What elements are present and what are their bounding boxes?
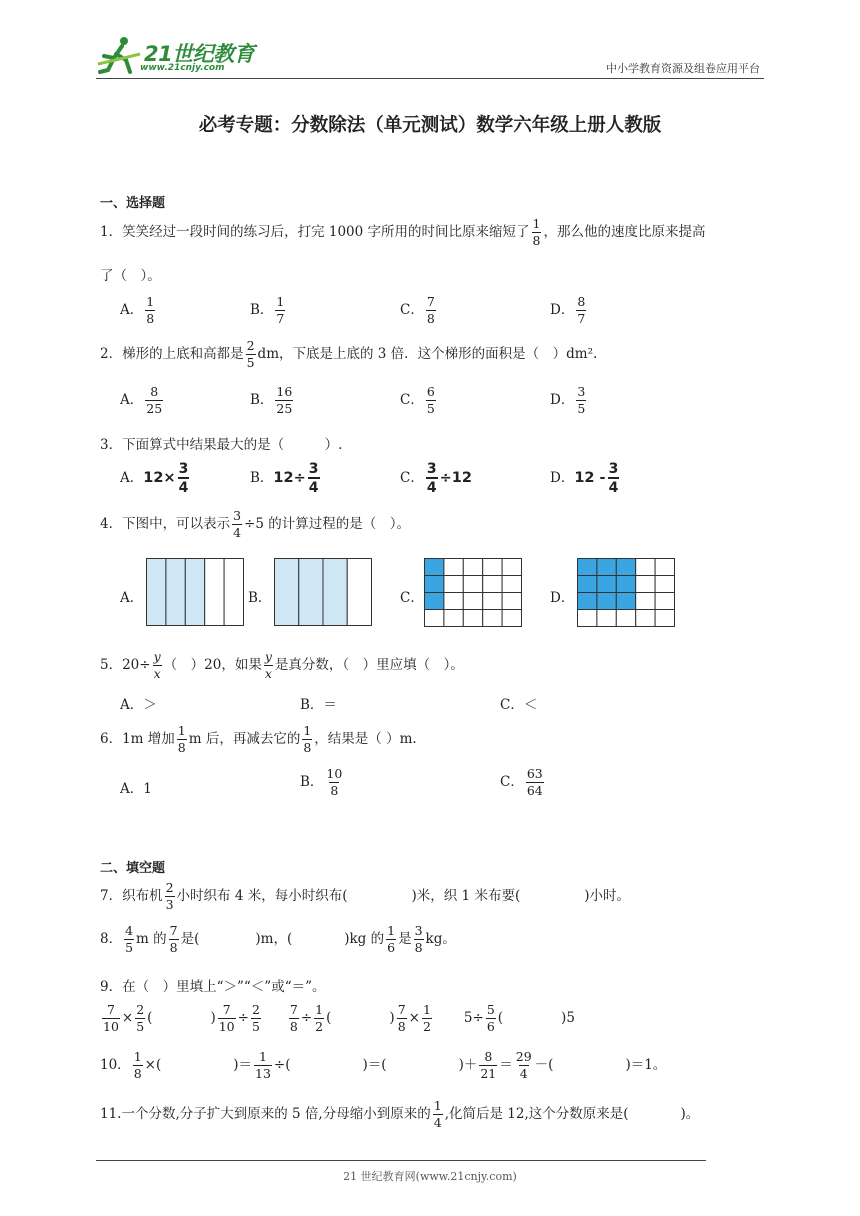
numerator: 3 <box>608 461 619 477</box>
question-6 <box>100 725 417 754</box>
denominator: 4 <box>426 477 438 495</box>
expr-post: ÷12 <box>439 470 472 486</box>
paren-close: )5 <box>561 1010 575 1026</box>
numerator: 7 <box>289 1002 298 1017</box>
numerator: 2 <box>251 1002 260 1017</box>
q10-text-b: ×( <box>144 1057 162 1073</box>
site-logo <box>96 34 266 78</box>
q6-fraction-2 <box>302 725 312 754</box>
question-8 <box>100 925 456 954</box>
q5-option-a[interactable] <box>120 693 157 713</box>
q5-text-a: 5．20÷ <box>100 657 151 673</box>
question-10 <box>100 1051 666 1080</box>
denominator: 4 <box>308 477 320 495</box>
denominator: 8 <box>146 310 155 326</box>
numerator: 3 <box>308 461 319 477</box>
q10-text-f: )＋ <box>458 1057 478 1073</box>
numerator: 7 <box>169 923 178 938</box>
q2-text-a: 2．梯形的上底和高都是 <box>100 346 244 362</box>
denominator: 10 <box>218 1018 235 1034</box>
q10-text-a: 10． <box>100 1057 131 1073</box>
numerator: 1 <box>177 723 186 738</box>
q8-fraction-2 <box>169 925 179 954</box>
question-3: 3．下面算式中结果最大的是（ ）. <box>100 437 343 453</box>
runner-logo-icon <box>96 34 142 78</box>
numerator: 8 <box>577 294 586 309</box>
q6-fraction-1 <box>177 725 187 754</box>
option-label: B． <box>250 470 274 486</box>
operator: ÷ <box>237 1010 249 1026</box>
q11-text-a: 11.一个分数,分子扩大到原来的 5 倍,分母缩小到原来的 <box>100 1106 431 1122</box>
denominator: 8 <box>397 1018 406 1034</box>
grid-cell <box>463 593 482 610</box>
option-label: D． <box>550 302 575 318</box>
numerator: 1 <box>303 723 312 738</box>
denominator: 5 <box>125 939 134 955</box>
numerator: 1 <box>133 1049 142 1064</box>
q1-fraction <box>532 218 542 247</box>
expr-pre: 12× <box>143 470 176 486</box>
grid-cell <box>444 576 463 593</box>
q4-label-c[interactable]: C． <box>400 590 424 606</box>
expr-pre: 5÷ <box>463 1010 484 1026</box>
grid-cell <box>636 610 655 627</box>
question-2 <box>100 340 597 369</box>
q6-option-b[interactable] <box>300 768 345 797</box>
q5-option-c[interactable] <box>500 693 537 713</box>
denominator: 5 <box>426 400 435 416</box>
denominator: 2 <box>315 1018 324 1034</box>
q2-option-b[interactable] <box>250 386 295 415</box>
denominator: 5 <box>136 1018 145 1034</box>
denominator: 4 <box>519 1065 528 1081</box>
denominator: 5 <box>251 1018 260 1034</box>
q2-text-b: dm，下底是上底的 3 倍．这个梯形的面积是（ ）dm². <box>257 346 598 362</box>
question-9: 9．在（ ）里填上“＞”“＜”或“＝”。 <box>100 979 326 995</box>
q4-label-b[interactable]: B． <box>248 590 272 606</box>
q2-option-d[interactable] <box>550 386 588 415</box>
numerator: 8 <box>150 384 159 399</box>
q7-text-a: 7．织布机 <box>100 888 163 904</box>
q8-text-g: kg。 <box>425 931 456 947</box>
grid-cell <box>502 593 521 610</box>
option-value: ＞ <box>143 697 157 713</box>
q1-text-a: 1．笑笑经过一段时间的练习后，打完 1000 字所用的时间比原来缩短了 <box>100 224 530 240</box>
numerator: 7 <box>397 1002 406 1017</box>
numerator: 2 <box>136 1002 145 1017</box>
denominator: 3 <box>165 896 174 912</box>
denominator: 6 <box>387 939 396 955</box>
question-4 <box>100 510 410 539</box>
grid-cell <box>425 610 444 627</box>
q10-text-g: ＝ <box>499 1057 513 1073</box>
numerator: 1 <box>315 1002 324 1017</box>
question-5 <box>100 651 464 680</box>
numerator: 6 <box>426 384 435 399</box>
q5-option-b[interactable] <box>300 693 337 713</box>
q9-expressions <box>100 1004 575 1033</box>
q3-option-a[interactable] <box>120 462 191 495</box>
denominator: 64 <box>526 782 543 798</box>
page-footer: 21 世纪教育网(www.21cnjy.com) <box>343 1170 517 1183</box>
q4-text-b: ÷5 的计算过程的是（ ）。 <box>244 516 410 532</box>
page-title: 必考专题：分数除法（单元测试）数学六年级上册人教版 <box>198 115 662 136</box>
option-label: A． <box>120 392 144 408</box>
q8-fraction-4 <box>414 925 424 954</box>
option-value: 1 <box>143 781 152 797</box>
numerator: 1 <box>258 1049 267 1064</box>
q4-label-a[interactable]: A． <box>120 590 144 606</box>
denominator: 8 <box>133 1065 142 1081</box>
q8-text-a: 8． <box>100 931 123 947</box>
question-7 <box>100 882 630 911</box>
q7-text-d: )小时。 <box>584 888 630 904</box>
grid-cell <box>425 593 444 610</box>
q1-text-b: ，那么他的速度比原来提高 <box>543 224 706 240</box>
option-label: C． <box>500 697 524 713</box>
grid-cell <box>616 593 635 610</box>
q8-text-f: 是 <box>398 931 412 947</box>
numerator: 1 <box>146 294 155 309</box>
q3-option-d[interactable] <box>550 462 621 495</box>
denominator: 7 <box>276 310 285 326</box>
q3-option-b[interactable] <box>250 462 322 495</box>
q7-fraction <box>165 882 175 911</box>
q1-option-c[interactable] <box>400 296 438 325</box>
option-label: D． <box>550 470 575 486</box>
denominator: 8 <box>289 1018 298 1034</box>
q8-fraction-3 <box>386 925 396 954</box>
numerator: 1 <box>276 294 285 309</box>
q8-text-c: 是( <box>180 931 200 947</box>
numerator: 16 <box>276 384 293 399</box>
q4-figure-c[interactable] <box>424 558 522 628</box>
q5-text-b: （ ）20，如果 <box>163 657 262 673</box>
grid-cell <box>483 593 502 610</box>
option-label: A． <box>120 470 144 486</box>
denominator: 5 <box>246 354 255 370</box>
grid-cell <box>578 559 597 576</box>
header-divider <box>96 78 764 79</box>
question-11 <box>100 1100 699 1129</box>
q6-option-c[interactable] <box>500 768 546 797</box>
grid-cell <box>502 576 521 593</box>
numerator: 4 <box>125 923 134 938</box>
q8-fraction-1 <box>124 925 134 954</box>
grid-cell <box>597 559 616 576</box>
operator: × <box>408 1010 420 1026</box>
numerator: 29 <box>515 1049 532 1064</box>
numerator: 7 <box>106 1002 115 1017</box>
option-label: A． <box>120 697 144 713</box>
q11-text-c: )。 <box>680 1106 700 1122</box>
denominator: 13 <box>255 1065 271 1081</box>
grid-cell <box>636 576 655 593</box>
grid-cell <box>655 559 674 576</box>
numerator: 3 <box>178 461 189 477</box>
q8-text-e: )kg 的 <box>344 931 385 947</box>
option-label: B． <box>300 697 324 713</box>
q6-text-c: ，结果是（ ）m. <box>314 731 417 747</box>
grid-cell <box>483 610 502 627</box>
q10-text-h: －( <box>534 1057 554 1073</box>
q6-option-a[interactable] <box>120 777 152 797</box>
paren-close: ) <box>389 1010 395 1026</box>
paren-close: ) <box>210 1010 216 1026</box>
section-heading-choice: 一、选择题 <box>100 196 166 211</box>
grid-cell <box>444 610 463 627</box>
denominator: 10 <box>103 1018 119 1034</box>
grid-cell <box>616 610 635 627</box>
option-label: C． <box>400 470 424 486</box>
grid-cell <box>444 593 463 610</box>
numerator: y <box>153 649 161 664</box>
denominator: 8 <box>303 739 312 755</box>
q1-text-c: 了（ ）。 <box>100 268 161 284</box>
denominator: 2 <box>422 1018 431 1034</box>
logo-url: www.21cnjy.com <box>140 63 225 73</box>
platform-label: 中小学教育资源及组卷应用平台 <box>606 62 760 75</box>
q6-text-a: 6．1m 增加 <box>100 731 175 747</box>
grid-cell <box>463 559 482 576</box>
numerator: 7 <box>222 1002 231 1017</box>
numerator: 2 <box>246 338 255 353</box>
denominator: 21 <box>480 1065 497 1081</box>
numerator: 1 <box>387 923 396 938</box>
numerator: 1 <box>433 1098 442 1113</box>
numerator: 10 <box>326 766 343 781</box>
grid-cell <box>463 576 482 593</box>
q7-text-b: 小时织布 4 米，每小时织布( <box>176 888 348 904</box>
numerator: 1 <box>422 1002 431 1017</box>
q5-fraction-2 <box>264 651 273 680</box>
denominator: 8 <box>330 782 339 798</box>
option-label: B． <box>300 774 324 790</box>
q3-option-c[interactable] <box>400 462 472 495</box>
denominator: x <box>153 665 161 681</box>
grid-cell <box>502 559 521 576</box>
option-label: B． <box>250 392 274 408</box>
denominator: 4 <box>233 524 242 540</box>
numerator: 3 <box>414 923 423 938</box>
grid-cell <box>425 576 444 593</box>
grid-cell <box>655 593 674 610</box>
grid-cell <box>578 593 597 610</box>
q6-text-b: m 后，再减去它的 <box>188 731 301 747</box>
option-value: ＜ <box>523 697 538 713</box>
expr-pre: 12÷ <box>273 470 306 486</box>
option-label: D． <box>550 392 575 408</box>
numerator: 3 <box>577 384 586 399</box>
grid-cell <box>425 559 444 576</box>
denominator: 6 <box>486 1018 495 1034</box>
q1-option-b[interactable] <box>250 296 287 325</box>
numerator: 63 <box>526 766 543 781</box>
numerator: 7 <box>426 294 435 309</box>
q2-option-a[interactable] <box>120 386 165 415</box>
q8-text-d: )m，( <box>255 931 293 947</box>
footer-divider <box>96 1160 706 1161</box>
q5-fraction <box>153 651 162 680</box>
q4-figure-b[interactable] <box>274 558 372 626</box>
numerator: 2 <box>165 880 174 895</box>
denominator: 4 <box>178 477 190 495</box>
expr-pre: 12 - <box>574 470 606 486</box>
grid-cell <box>616 576 635 593</box>
q4-figure-d[interactable] <box>577 558 675 628</box>
q4-figure-a[interactable] <box>146 558 244 626</box>
paren-open: ( <box>497 1010 504 1026</box>
q5-text-c: 是真分数，（ ）里应填（ ）。 <box>274 657 464 673</box>
grid-cell <box>616 559 635 576</box>
denominator: 4 <box>608 477 620 495</box>
denominator: 5 <box>577 400 586 416</box>
denominator: x <box>264 665 272 681</box>
grid-cell <box>597 593 616 610</box>
option-label: C． <box>400 392 424 408</box>
option-label: A． <box>120 302 144 318</box>
q1-option-a[interactable] <box>120 296 157 325</box>
numerator: 1 <box>532 216 541 231</box>
section-heading-fill: 二、填空题 <box>100 861 166 876</box>
grid-cell <box>483 559 502 576</box>
grid-cell <box>502 610 521 627</box>
numerator: 3 <box>233 508 242 523</box>
logo-text: 21世纪教育 <box>144 42 255 66</box>
denominator: 8 <box>426 310 435 326</box>
operator: ÷ <box>300 1010 313 1026</box>
numerator: y <box>264 649 272 664</box>
paren-open: ( <box>147 1010 153 1026</box>
q4-text-a: 4．下图中，可以表示 <box>100 516 231 532</box>
option-label: A． <box>120 781 144 797</box>
q10-text-c: )＝ <box>233 1057 253 1073</box>
grid-cell <box>483 576 502 593</box>
q2-fraction <box>246 340 256 369</box>
question-1 <box>100 218 705 247</box>
denominator: 8 <box>532 232 541 248</box>
grid-cell <box>636 559 655 576</box>
operator: × <box>121 1010 134 1026</box>
denominator: 7 <box>577 310 586 326</box>
grid-cell <box>444 559 463 576</box>
grid-cell <box>636 593 655 610</box>
grid-cell <box>578 610 597 627</box>
q1-option-d[interactable] <box>550 296 588 325</box>
denominator: 25 <box>276 400 293 416</box>
q10-text-i: )＝1。 <box>625 1057 667 1073</box>
denominator: 8 <box>177 739 186 755</box>
q10-text-e: )＝( <box>362 1057 387 1073</box>
numerator: 3 <box>426 461 437 477</box>
paren-open: ( <box>326 1010 332 1026</box>
q4-label-d[interactable]: D． <box>550 590 575 606</box>
denominator: 25 <box>146 400 163 416</box>
grid-cell <box>597 610 616 627</box>
q10-text-d: ÷( <box>273 1057 291 1073</box>
denominator: 8 <box>169 939 178 955</box>
grid-cell <box>463 610 482 627</box>
q11-text-b: ,化简后是 12,这个分数原来是( <box>444 1106 629 1122</box>
option-value: ＝ <box>323 697 337 713</box>
option-label: C． <box>500 774 524 790</box>
q7-text-c: )米，织 1 米布要( <box>411 888 521 904</box>
q8-text-b: m 的 <box>136 931 167 947</box>
option-label: B． <box>250 302 274 318</box>
q2-option-c[interactable] <box>400 386 438 415</box>
numerator: 5 <box>486 1002 495 1017</box>
grid-cell <box>597 576 616 593</box>
denominator: 4 <box>433 1114 442 1130</box>
option-label: C． <box>400 302 424 318</box>
grid-cell <box>655 610 674 627</box>
q4-fraction <box>232 510 242 539</box>
numerator: 8 <box>484 1049 493 1064</box>
grid-cell <box>578 576 597 593</box>
grid-cell <box>655 576 674 593</box>
denominator: 8 <box>414 939 423 955</box>
